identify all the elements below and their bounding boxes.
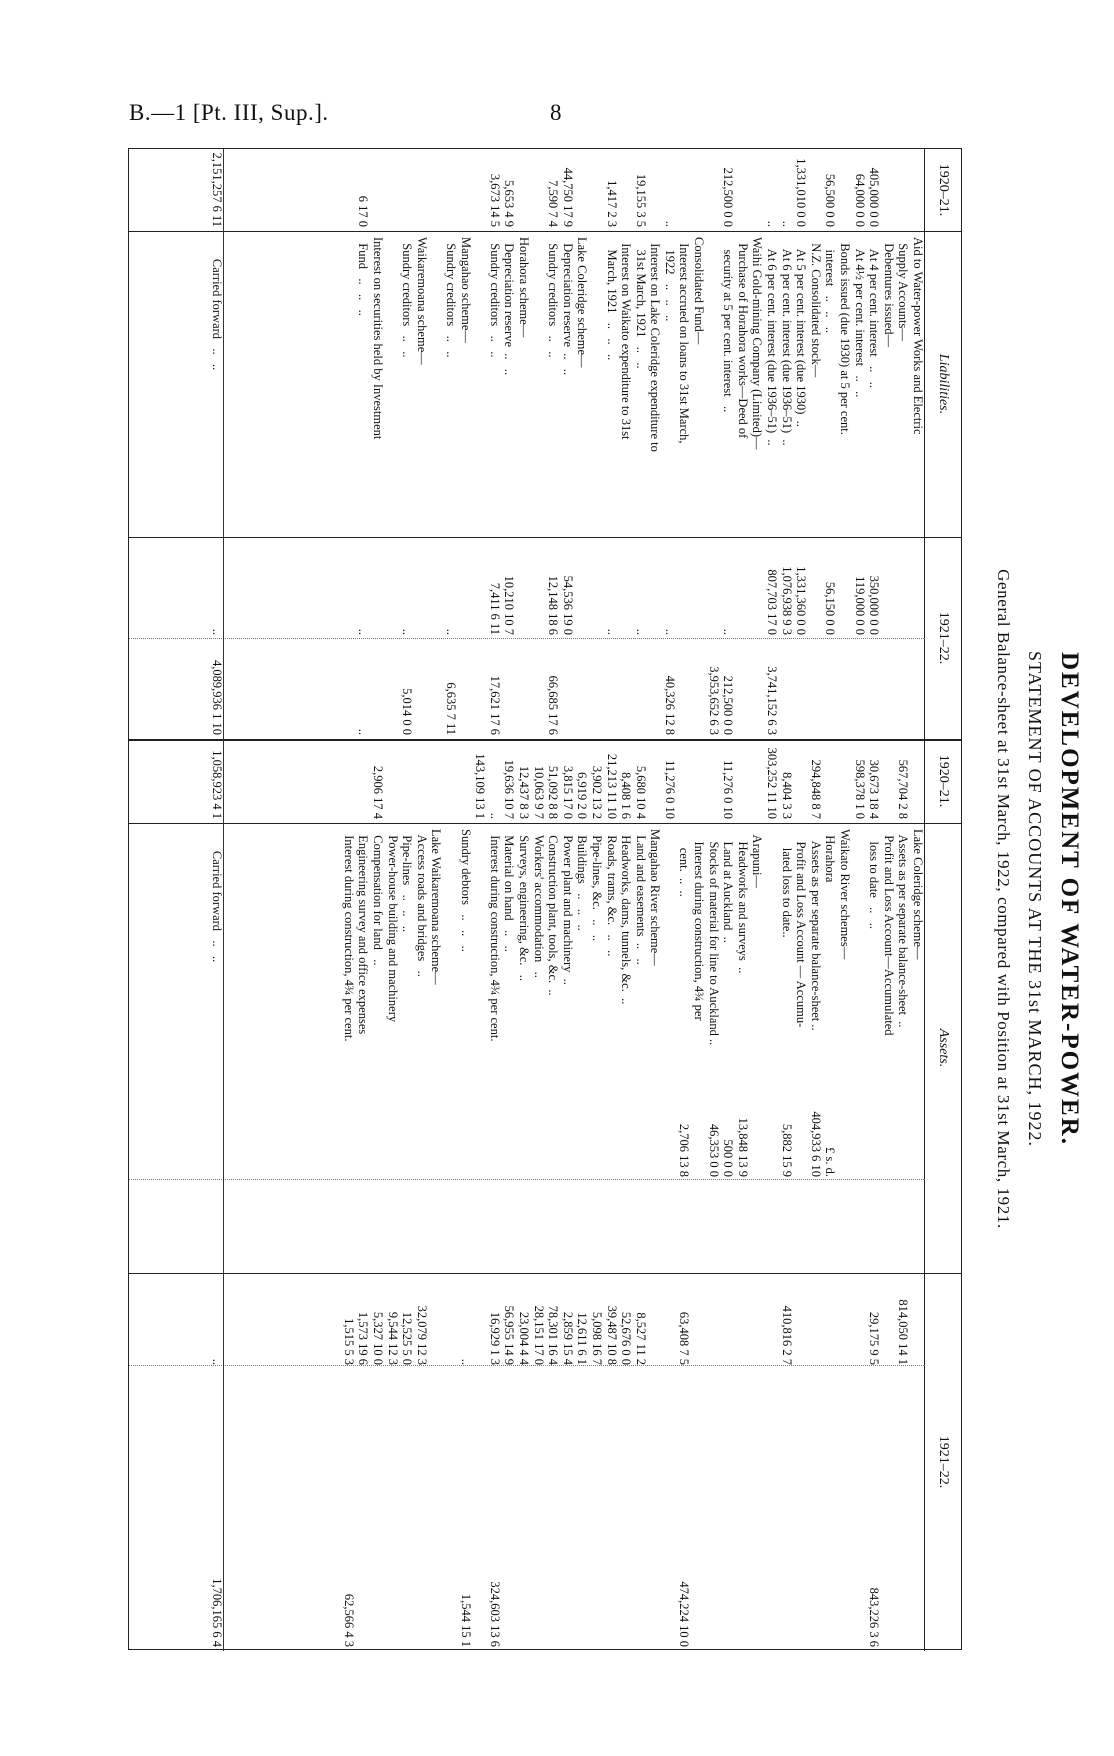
liability-row (662, 149, 677, 739)
liability-row (604, 149, 619, 739)
asset-label: Power plant and machinery .. (560, 829, 575, 985)
asset-row (268, 739, 283, 1651)
prev-year-amount: .. (487, 812, 502, 819)
prev-year-amount: 6 17 0 (356, 195, 371, 227)
total-amount: 6,635 7 11 (444, 682, 458, 735)
asset-row (852, 739, 867, 1651)
liability-row (910, 149, 925, 739)
detail-amount: 1,573 19 6 (356, 1311, 371, 1365)
liability-row (370, 149, 385, 739)
liability-row (356, 149, 371, 739)
prev-year-amount: .. (765, 220, 780, 227)
detail-amount: .. (210, 1358, 225, 1365)
sub-amount: 46,353 0 0 (706, 1123, 721, 1177)
sub-amount: 404,933 6 10 (808, 1111, 823, 1177)
liability-label: Interest accrued on loans to 31st March, (677, 237, 692, 444)
liability-row (400, 149, 415, 739)
liability-label: Depreciation reserve .. .. (502, 237, 517, 376)
asset-row (633, 739, 648, 1651)
prev-year-amount: 3,815 17 0 (560, 765, 575, 819)
page-number: 8 (550, 100, 562, 125)
liability-row (458, 149, 473, 739)
asset-label: Horahora (823, 829, 838, 883)
total-amount: 40,326 12 8 (662, 675, 677, 735)
asset-label: Waikato River schemes— (838, 829, 853, 960)
asset-row (531, 739, 546, 1651)
liability-row (531, 149, 546, 739)
total-amount: 62,566 4 3 (341, 1593, 356, 1647)
detail-amount: 28,151 17 0 (531, 1305, 546, 1365)
liability-label: At 4 per cent. interest .. .. (867, 237, 882, 389)
detail-amount: 1,331,360 0 0 (794, 566, 809, 635)
asset-label: Assets as per separate balance-sheet .. (808, 829, 823, 1031)
balance-sheet-caption: General Balance-sheet at 31st March, 1922, compared with Position at 31st March, 1921. (994, 569, 1013, 1229)
asset-label: Power-house building and machinery (385, 829, 400, 1023)
detail-amount: 5,327 10 0 (371, 1311, 386, 1365)
liability-label: interest .. .. .. (823, 237, 838, 334)
prev-year-amount: 64,000 0 0 (852, 173, 867, 227)
asset-row (516, 739, 531, 1651)
liability-label: 31st March, 1921 .. .. (633, 237, 648, 369)
liability-row (546, 149, 561, 739)
detail-amount: 78,301 16 4 (546, 1305, 561, 1365)
asset-label: Roads, trams, &c. .. .. (604, 829, 619, 957)
total-amount: 17,621 17 6 (487, 675, 502, 735)
asset-row (662, 739, 677, 1651)
detail-amount: 119,000 0 0 (852, 576, 867, 635)
liability-row (327, 149, 342, 739)
liability-row (808, 149, 823, 739)
liability-row (721, 149, 736, 739)
asset-row (794, 739, 809, 1651)
asset-row (706, 739, 721, 1651)
sub-amount: 500 0 0 (721, 1139, 736, 1177)
asset-label: Sundry debtors .. .. .. (458, 829, 473, 952)
asset-row (443, 739, 458, 1651)
liability-row (648, 149, 663, 739)
prev-year-amount: 1,058,923 4 1 (210, 750, 225, 819)
liability-row (677, 149, 692, 739)
liability-row (239, 149, 254, 739)
asset-row (735, 739, 750, 1651)
total-amount: 843,226 3 6 (867, 1587, 882, 1647)
liability-row (268, 149, 283, 739)
asset-row (385, 739, 400, 1651)
liability-label: Sundry creditors .. .. (400, 237, 415, 358)
prev-year-amount: 30,673 18 4 (867, 759, 882, 819)
asset-row (312, 739, 327, 1651)
prev-year-amount: 294,848 8 7 (808, 759, 823, 819)
asset-label: cent. .. .. (677, 829, 692, 897)
prev-year-amount: 1,331,010 0 0 (794, 158, 809, 227)
liability-label: Bonds issued (due 1930) at 5 per cent. (838, 237, 853, 435)
liability-row (414, 149, 429, 739)
asset-label: Headworks and surveys .. (735, 829, 750, 974)
detail-amount: .. (444, 628, 458, 635)
liability-label: security at 5 per cent. interest .. (721, 237, 736, 413)
asset-row (400, 739, 415, 1651)
asset-label: Assets as per separate balance-sheet .. (896, 829, 911, 1028)
detail-amount: .. (458, 1358, 473, 1365)
detail-amount: 1,515 5 3 (341, 1318, 356, 1365)
prev-year-amount: 12,437 8 3 (516, 765, 531, 819)
liability-row (589, 149, 604, 739)
liability-label: Interest on Waikato expenditure to 31st (619, 237, 634, 440)
detail-amount: 5,098 16 7 (589, 1311, 604, 1365)
liability-label: Interest on Lake Coleridge expenditure to (648, 237, 663, 452)
detail-amount: 807,703 17 0 (765, 569, 780, 635)
liability-row (385, 149, 400, 739)
asset-row (867, 739, 882, 1651)
liability-row (560, 149, 575, 739)
detail-amount: 63,408 7 5 (677, 1311, 692, 1365)
detail-amount: 56,150 0 0 (823, 581, 838, 635)
detail-amount: 9,544 12 3 (385, 1311, 400, 1365)
asset-label: Profit and Loss Account—Accumulated (881, 829, 896, 1036)
asset-row (837, 739, 852, 1651)
liability-label: At 6 per cent. interest (due 1936–51) .. (765, 237, 780, 446)
detail-amount: .. (662, 628, 677, 635)
asset-label: Construction plant, tools, &c. .. (546, 829, 561, 996)
asset-row (648, 739, 663, 1651)
detail-amount: 56,955 14 9 (502, 1305, 517, 1365)
liability-label: Mangahao scheme— (458, 237, 473, 343)
prev-year-amount: 44,750 17 9 (560, 167, 575, 227)
prev-year-amount: 3,902 13 2 (589, 765, 604, 819)
asset-row (546, 739, 561, 1651)
asset-label: Mangahao River scheme— (648, 829, 663, 966)
liability-row (794, 149, 809, 739)
liability-row (706, 149, 721, 739)
total-rule (223, 149, 224, 739)
total-amount: 212,500 0 0 (721, 675, 736, 735)
liability-row (837, 149, 852, 739)
asset-row (910, 739, 925, 1651)
liability-label: Sundry creditors .. .. (546, 237, 561, 358)
prev-year-amount: 56,500 0 0 (823, 173, 838, 227)
asset-row (896, 739, 911, 1651)
detail-amount: 16,929 1 3 (487, 1311, 502, 1365)
detail-amount: 10,210 10 7 (502, 575, 517, 635)
liability-label: Waikaremoana scheme— (414, 237, 429, 365)
liability-row (735, 149, 750, 739)
liability-label: 1922 .. .. .. (662, 237, 677, 322)
liability-row (750, 149, 765, 739)
asset-label: Land and easements .. .. (633, 829, 648, 965)
prev-year-amount: 3,673 14 5 (487, 173, 502, 227)
liability-row (312, 149, 327, 739)
detail-amount: 2,859 15 4 (560, 1311, 575, 1365)
asset-row (283, 739, 298, 1651)
asset-row (414, 739, 429, 1651)
asset-row (764, 739, 779, 1651)
prev-year-amount: 2,906 17 4 (371, 765, 386, 819)
asset-label: Interest during construction, 4¾ per cent. (341, 829, 356, 1042)
asset-row (575, 739, 590, 1651)
rotated-balance-sheet (128, 148, 1095, 1650)
liability-row (516, 149, 531, 739)
liability-row (823, 149, 838, 739)
sub-amount: 13,848 13 9 (735, 1117, 750, 1177)
asset-prev-year-header: 1920–21. (924, 739, 961, 823)
asset-row (604, 739, 619, 1651)
liability-label: Lake Coleridge scheme— (575, 237, 590, 368)
asset-label: loss to date .. .. (867, 829, 882, 929)
balance-sheet-table (128, 148, 962, 1650)
liabilities-header: Liabilities. (924, 231, 961, 537)
prev-year-amount: 19,636 10 7 (502, 759, 517, 819)
prev-year-amount: 567,704 2 8 (896, 759, 911, 819)
detail-amount: .. (633, 628, 648, 635)
asset-row (341, 739, 356, 1651)
detail-amount: 54,536 19 0 (560, 575, 575, 635)
total-amount: 3,953,652 6 3 (706, 666, 721, 735)
total-amount: 474,224 10 0 (677, 1581, 692, 1647)
asset-label: Compensation for land .. (371, 829, 386, 966)
liability-row (896, 149, 911, 739)
asset-label: Surveys, engineering, &c. .. (516, 829, 531, 982)
detail-amount: .. (356, 628, 371, 635)
detail-amount: 1,076,938 9 3 (779, 566, 794, 635)
detail-amount: 29,175 9 5 (867, 1311, 882, 1365)
asset-label: Headworks, dams, tunnels, &c. .. (619, 829, 634, 1005)
prev-year-amount: 143,109 13 1 (473, 753, 488, 819)
asset-label: lated loss to date.. (779, 829, 794, 938)
prev-year-amount: 1,417 2 3 (604, 180, 619, 227)
detail-amount: 12,525 5 0 (400, 1311, 415, 1365)
page-header (0, 100, 1114, 134)
total-amount: 1,706,165 6 4 (210, 1578, 225, 1647)
asset-row (750, 739, 765, 1651)
asset-label: Buildings .. .. .. (575, 829, 590, 931)
asset-row (808, 739, 823, 1651)
document-subtitle: STATEMENT OF ACCOUNTS AT THE 31st MARCH, 1922. (1025, 650, 1045, 1148)
asset-row (721, 739, 736, 1651)
prev-year-amount: 10,063 9 7 (531, 765, 546, 819)
liab-prev-year-header: 1920–21. (924, 149, 961, 231)
liability-label: Supply Accounts— (896, 237, 911, 341)
prev-year-amount: 21,213 11 10 (604, 753, 619, 819)
detail-amount: 12,611 6 1 (575, 1312, 590, 1365)
liability-label: Depreciation reserve .. .. (560, 237, 575, 376)
total-amount: 66,685 17 6 (546, 675, 561, 735)
liability-label: At 6 per cent. interest (due 1936–51) .. (779, 237, 794, 446)
prev-year-amount: 11,276 0 10 (721, 760, 736, 819)
asset-label: Pipe-lines .. .. .. (400, 829, 415, 933)
asset-row (473, 739, 488, 1651)
asset-row (225, 739, 240, 1651)
asset-row (823, 739, 838, 1651)
liability-row (633, 149, 648, 739)
asset-row (254, 739, 269, 1651)
asset-row (429, 739, 444, 1651)
liability-row (619, 149, 634, 739)
prev-year-amount: 5,653 4 9 (502, 180, 517, 227)
liability-label: Horahora scheme— (516, 237, 531, 338)
asset-label: Access roads and bridges .. (414, 829, 429, 977)
liability-label: March, 1921 .. .. .. (604, 237, 619, 361)
detail-amount: .. (604, 628, 619, 635)
liability-row (429, 149, 444, 739)
detail-amount: 8,527 11 2 (633, 1312, 648, 1365)
asset-row (692, 739, 707, 1651)
prev-year-amount: 2,151,257 6 11 (210, 152, 225, 227)
asset-row (619, 739, 634, 1651)
liability-row (779, 149, 794, 739)
liability-label: Fund .. .. .. (356, 237, 371, 316)
asset-row (881, 739, 896, 1651)
liability-row (487, 149, 502, 739)
asset-label: Lake Coleridge scheme— (911, 829, 925, 960)
liability-label: N.Z. Consolidated stock— (808, 237, 823, 378)
detail-amount: 23,004 4 4 (516, 1311, 531, 1365)
prev-year-amount: 8,404 3 3 (779, 772, 794, 819)
liability-label: Consolidated Fund— (692, 237, 707, 345)
detail-amount: 350,000 0 0 (867, 575, 882, 635)
liability-row (502, 149, 517, 739)
total-amount: 3,741,152 6 3 (765, 666, 780, 735)
liability-label: Debentures issued— (881, 237, 896, 348)
detail-amount: 410,816 2 7 (779, 1305, 794, 1365)
asset-label: Workers' accommodation .. (531, 829, 546, 978)
liability-row (297, 149, 312, 739)
asset-label: Pipe-lines, &c. .. .. (589, 829, 604, 942)
prev-year-amount: 212,500 0 0 (721, 167, 736, 227)
liability-row (881, 149, 896, 739)
liability-row (225, 149, 240, 739)
liab-year-header: 1921–22. (924, 537, 961, 739)
total-rule (223, 739, 224, 1651)
total-amount: .. (356, 728, 371, 735)
prev-year-amount: 51,092 8 8 (546, 765, 561, 819)
detail-amount: 814,050 14 1 (896, 1299, 911, 1365)
liability-row (692, 149, 707, 739)
liability-label: At 5 per cent. interest (due 1930) .. (794, 237, 809, 427)
asset-row (560, 739, 575, 1651)
asset-row (327, 739, 342, 1651)
asset-year-header: 1921–22. (924, 1273, 961, 1651)
document-reference: B.—1 [Pt. III, Sup.]. (129, 100, 329, 125)
asset-row (458, 739, 473, 1651)
asset-label: Interest during construction, 4¾ per (692, 829, 707, 1021)
liability-label: At 4½ per cent. interest .. .. (852, 237, 867, 398)
detail-amount: 7,411 6 11 (487, 582, 502, 635)
liability-label: Sundry creditors .. .. (444, 237, 458, 358)
assets-side (210, 739, 925, 1651)
detail-amount: .. (721, 628, 736, 635)
asset-row (677, 739, 692, 1651)
liability-label: Carried forward .. .. (210, 237, 225, 371)
detail-amount: 12,148 18 6 (546, 575, 561, 635)
prev-year-amount: 303,252 11 10 (765, 747, 780, 819)
asset-row (502, 739, 517, 1651)
liabilities-side (210, 149, 925, 739)
prev-year-amount: 7,590 7 4 (546, 180, 561, 227)
asset-row (356, 739, 371, 1651)
asset-row (779, 739, 794, 1651)
asset-row (239, 739, 254, 1651)
sub-amount: 2,706 13 8 (677, 1123, 692, 1177)
asset-label: Interest during construction, 4¾ per cent. (487, 829, 502, 1042)
liability-row (473, 149, 488, 739)
asset-label: Stocks of material for line to Auckland .. (706, 829, 721, 1046)
asset-label: Arapuni— (750, 829, 765, 889)
prev-year-amount: 6,919 2 0 (575, 772, 590, 819)
asset-row (297, 739, 312, 1651)
asset-row (487, 739, 502, 1651)
asset-label: Material on hand .. .. (502, 829, 517, 952)
liability-row (764, 149, 779, 739)
liability-row (254, 149, 269, 739)
detail-amount: 52,676 0 0 (619, 1311, 634, 1365)
liability-label: Waihi Gold-mining Company (Limited)— (750, 237, 765, 450)
liability-row (443, 149, 458, 739)
total-amount: 1,544 15 1 (458, 1593, 473, 1647)
prev-year-amount: 5,680 10 4 (633, 765, 648, 819)
liability-row (283, 149, 298, 739)
asset-label: Profit and Loss Account — Accumu- (794, 829, 809, 1028)
document-title: DEVELOPMENT OF WATER-POWER. (1056, 651, 1083, 1147)
sub-amount: £ s. d. (823, 1147, 838, 1177)
liability-row (852, 149, 867, 739)
asset-label: Lake Waikaremoana scheme— (429, 829, 444, 985)
liability-label: Interest on securities held by Investment (371, 237, 386, 440)
liability-row (341, 149, 356, 739)
asset-label: Land at Auckland .. (721, 829, 736, 943)
sub-amount: 5,882 15 9 (779, 1123, 794, 1177)
prev-year-amount: 598,378 1 0 (852, 759, 867, 819)
total-amount: 5,014 0 0 (400, 688, 415, 735)
prev-year-amount: .. (779, 220, 794, 227)
liability-row (575, 149, 590, 739)
liability-label: Aid to Water-power Works and Electric (911, 237, 925, 435)
detail-amount: 32,079 12 3 (414, 1305, 429, 1365)
liability-row (867, 149, 882, 739)
liability-label: Purchase of Horahora works—Deed of (735, 237, 750, 439)
detail-amount: .. (400, 628, 415, 635)
liability-label: Sundry creditors .. .. (487, 237, 502, 358)
assets-header: Assets. (924, 823, 961, 1273)
asset-row (589, 739, 604, 1651)
total-amount: 324,603 13 6 (487, 1581, 502, 1647)
asset-label: Carried forward .. .. (210, 829, 225, 963)
prev-year-amount: 405,000 0 0 (867, 167, 882, 227)
total-amount: 4,089,936 1 10 (210, 660, 225, 735)
prev-year-amount: 11,276 0 10 (662, 760, 677, 819)
asset-row (370, 739, 385, 1651)
detail-amount: 39,487 10 8 (604, 1305, 619, 1365)
detail-amount: .. (210, 628, 225, 635)
prev-year-amount: 8,408 1 6 (619, 772, 634, 819)
prev-year-amount: .. (662, 220, 677, 227)
asset-label: Engineering survey and office expenses (356, 829, 371, 1035)
prev-year-amount: 19,155 3 5 (633, 173, 648, 227)
